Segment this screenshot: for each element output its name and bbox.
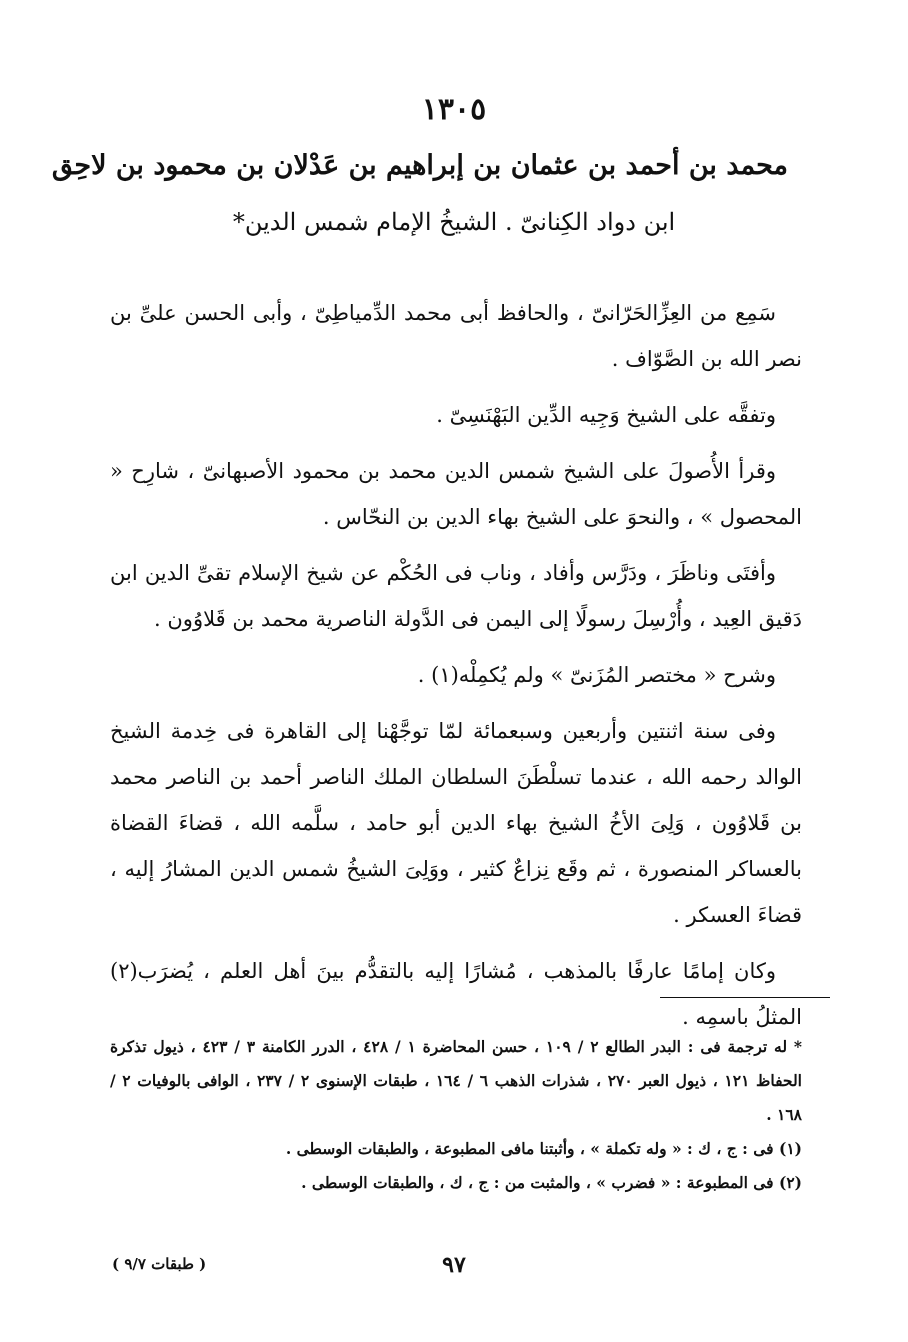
footnote-2: (٢) فى المطبوعة : « فضرب » ، والمثبت من : ج ، ك ، والطبقات الوسطى .	[301, 1173, 802, 1192]
footnote-divider	[660, 997, 830, 998]
paragraph: وتفقَّه على الشيخ وَجِيه الدِّين البَهْنَسِىّ .	[436, 403, 776, 427]
footnotes	[110, 1030, 802, 1200]
paragraph: وأفتَى وناظَرَ ، ودَرَّس وأفاد ، وناب فى الحُكْم عن شيخ الإسلام تقىِّ الدين ابن دَقيق العِيد ، وأُرْسِلَ رسولًا إلى اليمن فى الدَّولة الناصرية محمد بن قَلاوُون .	[110, 561, 802, 631]
paragraph: وكان إمامًا عارفًا بالمذهب ، مُشارًا إليه بالتقدُّم بينَ أهل العلم ، يُضرَب(٢) المثلُ باسمِه .	[110, 959, 802, 1029]
entry-number: ١٣٠٥	[421, 92, 487, 127]
page-number: ٩٧	[442, 1252, 466, 1278]
entry-title-line-2: ابن دواد الكِنانىّ . الشيخُ الإمام شمس الدين*	[232, 208, 676, 236]
footnote-biography-sources: * له ترجمة فى : البدر الطالع ٢ / ١٠٩ ، حسن المحاضرة ١ / ٤٢٨ ، الدرر الكامنة ٣ / ٤٢٣ ، ذيول تذكرة الحفاظ ١٢١ ، ذيول العبر ٢٧٠ ، شذرات الذهب ٦ / ١٦٤ ، طبقات الإسنوى ٢ / ٢٣٧ ، الوافى بالوفيات ٢ / ١٦٨ .	[110, 1037, 802, 1124]
body-text	[110, 290, 802, 1050]
paragraph: وقرأ الأُصولَ على الشيخ شمس الدين محمد بن محمود الأصبهانىّ ، شارِح « المحصول » ، والنحوَ على الشيخ بهاء الدين بن النحّاس .	[110, 459, 802, 529]
printer-signature: ( طبقات ٩/٧ )	[112, 1255, 207, 1273]
entry-title-line-1: محمد بن أحمد بن عثمان بن إبراهيم بن عَدْلان بن محمود بن لاحِق	[51, 150, 788, 181]
paragraph: سَمِع من العِزِّالحَرّانىّ ، والحافظ أبى محمد الدِّمياطِىّ ، وأبى الحسن علىِّ بن نصر الله بن الصَّوّاف .	[110, 301, 802, 371]
paragraph: وشرح « مختصر المُزَنىّ » ولم يُكمِلْه(١) .	[417, 663, 776, 687]
footnote-1: (١) فى : ج ، ك : « وله تكملة » ، وأثبتنا مافى المطبوعة ، والطبقات الوسطى .	[285, 1139, 802, 1158]
paragraph: وفى سنة اثنتين وأربعين وسبعمائة لمّا توجَّهْنا إلى القاهرة فى خِدمة الشيخ الوالد رحمه الله ، عندما تسلْطَنَ السلطان الملك الناصر أحمد بن الناصر محمد بن قَلاوُون ، وَلِىَ الأخُ الشيخ بهاء الدين أبو حامد ، سلَّمه الله ، قضاءَ القضاة بالعساكر المنصورة ، ثم وقَع نِزاعٌ كثير ، ووَلِىَ الشيخُ شمس الدين المشارُ إليه ، قضاءَ العسكر .	[110, 719, 802, 927]
